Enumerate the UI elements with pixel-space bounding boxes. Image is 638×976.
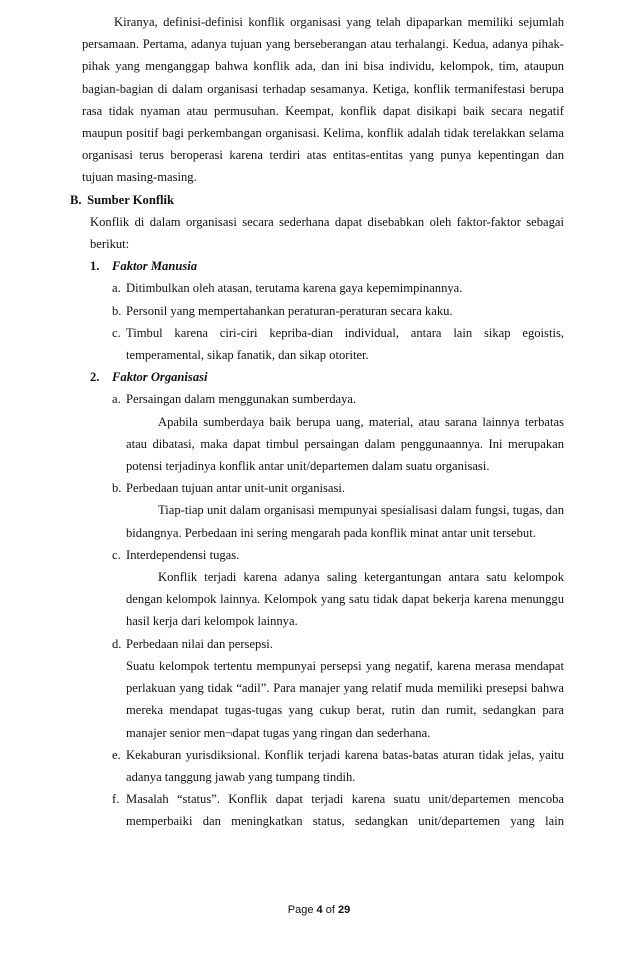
page-content: [70, 11, 564, 833]
list-item-letter: a.: [112, 281, 121, 296]
list-item-letter: d.: [112, 636, 122, 651]
list-item-body: Apabila sumberdaya baik berupa uang, material, atau sarana lainnya terbatas atau dibatasi, maka dapat timbul persaingan dalam penggunaannya. Ini merupakan potensi terjadinya konflik antar unit/departemen dalam suatu organisasi.: [126, 414, 564, 474]
list-item: [112, 633, 564, 744]
list-item: [112, 322, 564, 366]
list-item: [112, 477, 564, 544]
list-item: [112, 744, 564, 788]
section-b-title: Sumber Konflik: [87, 192, 175, 207]
intro-paragraph: Kiranya, definisi-definisi konflik organisasi yang telah dipaparkan memiliki sejumlah persamaan. Pertama, adanya tujuan yang berseberangan atau terhalangi. Kedua, adanya pihak-pihak yang menganggap bahwa konflik ada, dan ini bisa individu, kelompok, tim, ataupun bagian-bagian di dalam organisasi terhadap sesamanya. Ketiga, konflik termanifestasi berupa rasa tidak nyaman atau permusuhan. Keempat, konflik dapat disikapi baik secara negatif maupun positif bagi perkembangan organisasi. Kelima, konflik adalah tidak terelakkan selama organisasi terus beroperasi karena terdiri atas entitas-entitas yang punya kepentingan dan tujuan masing-masing.: [82, 15, 564, 185]
list-item-letter: c.: [112, 547, 121, 562]
list-item: [112, 544, 564, 633]
list-item-body: Konflik terjadi karena adanya saling ketergantungan antara satu kelompok dengan kelompok lainnya. Kelompok yang satu tidak dapat bekerja karena menunggu hasil kerja dari kelompok lainnya.: [126, 570, 564, 629]
list-item-heading: Interdependensi tugas.: [126, 547, 240, 562]
list-item: [112, 388, 564, 477]
section-b-intro: Konflik di dalam organisasi secara sederhana dapat disebabkan oleh faktor-faktor sebagai berikut:: [90, 214, 564, 252]
list-item-letter: c.: [112, 325, 121, 340]
list-item-letter: b.: [112, 303, 122, 318]
factor2-title: Faktor Organisasi: [112, 370, 208, 385]
footer-page-word: Page: [287, 904, 314, 916]
factor1-list: [82, 277, 564, 366]
section-b-label: B.: [70, 192, 82, 207]
footer-of-word: of: [325, 904, 335, 916]
list-item-letter: b.: [112, 481, 122, 496]
list-item-letter: f.: [112, 792, 120, 807]
list-item: [112, 788, 564, 832]
section-b-heading: [70, 189, 564, 211]
list-item-heading: Perbedaan tujuan antar unit-unit organisasi.: [126, 481, 346, 496]
list-item-text: Personil yang mempertahankan peraturan-peraturan secara kaku.: [126, 303, 453, 318]
footer-total-pages: 29: [337, 904, 351, 916]
factor1-heading: [82, 255, 564, 277]
footer-current-page: 4: [316, 904, 323, 916]
list-item-heading: Perbedaan nilai dan persepsi.: [126, 636, 273, 651]
list-item: [112, 300, 564, 322]
list-item-body: Tiap-tiap unit dalam organisasi mempunyai spesialisasi dalam fungsi, tugas, dan bidangnya. Perbedaan ini sering mengarah pada konflik minat antar unit tersebut.: [126, 503, 564, 540]
factor2-list: [82, 388, 564, 832]
factor1-title: Faktor Manusia: [112, 259, 198, 274]
factor2-number: 2.: [90, 370, 100, 385]
factor2-heading: [82, 366, 564, 388]
factor1-number: 1.: [90, 259, 100, 274]
list-item-text: Kekaburan yurisdiksional. Konflik terjadi karena batas-batas aturan tidak jelas, yaitu adanya tanggung jawab yang tumpang tindih.: [126, 747, 564, 784]
page-footer: [0, 904, 638, 916]
list-item-text: Timbul karena ciri-ciri kepriba-dian individual, antara lain sikap egoistis, temperamental, sikap fanatik, dan sikap otoriter.: [126, 325, 564, 363]
list-item-text: Masalah “status”. Konflik dapat terjadi karena suatu unit/departemen mencoba memperbaiki dan meningkatkan status, sedangkan unit/departemen yang lain: [126, 792, 564, 829]
list-item-text: Ditimbulkan oleh atasan, terutama karena gaya kepemimpinannya.: [126, 281, 463, 296]
list-item-body: Suatu kelompok tertentu mempunyai persepsi yang negatif, karena merasa mendapat perlakuan yang tidak “adil”. Para manajer yang relatif muda memiliki presepsi bahwa mereka mendapat tugas-tugas yang cukup berat, rutin dan rumit, sedangkan para manajer senior men¬dapat tugas yang ringan dan sederhana.: [126, 658, 564, 740]
list-item: [112, 277, 564, 299]
list-item-letter: a.: [112, 392, 121, 407]
list-item-letter: e.: [112, 747, 121, 762]
list-item-heading: Persaingan dalam menggunakan sumberdaya.: [126, 392, 357, 407]
